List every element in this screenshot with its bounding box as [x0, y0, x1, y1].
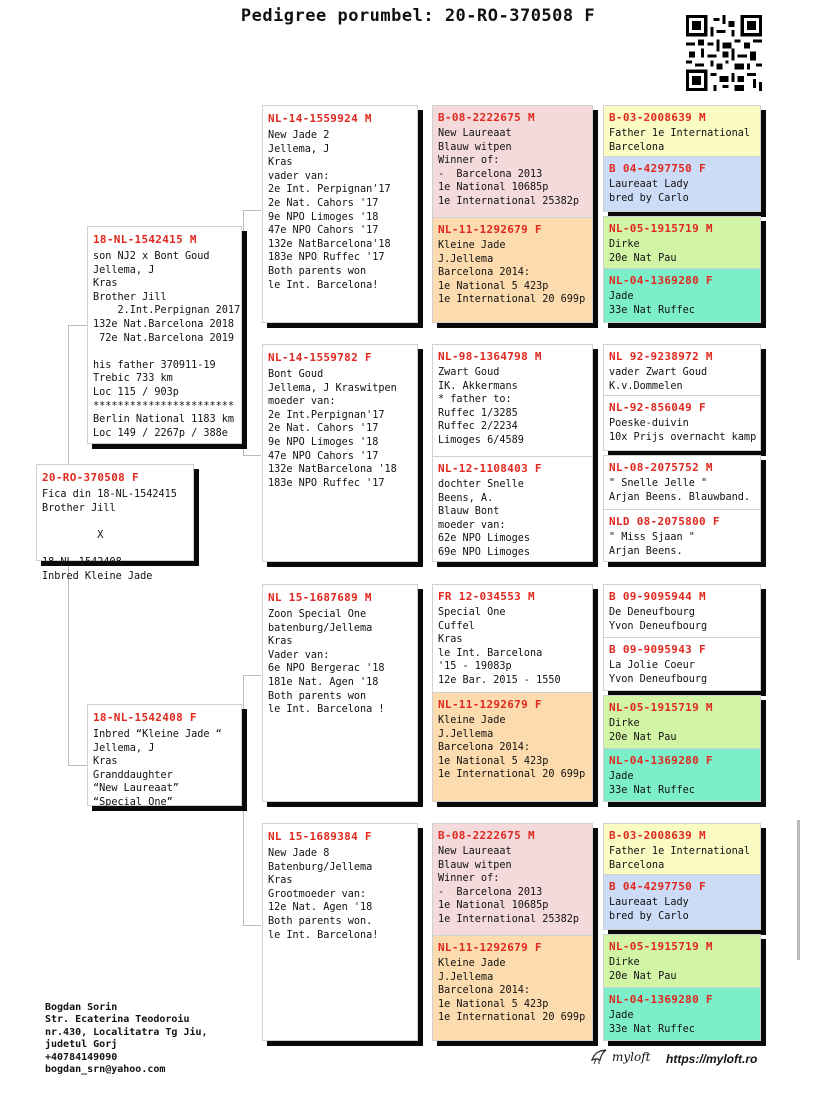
ancestor-sire-section — [604, 696, 760, 748]
ancestor-sire-section — [604, 935, 760, 987]
ring-number: NL-11-1292679 F — [438, 223, 542, 236]
grandsire-card[interactable] — [262, 105, 418, 323]
pigeon-notes: dochter Snelle Beens, A. Blauw Bont moeder van: 62e NPO Limoges 69e NPO Limoges — [438, 479, 531, 558]
myloft-logo — [590, 1048, 650, 1066]
ancestor-dam-section — [604, 637, 760, 690]
ring-number: NL-11-1292679 F — [438, 941, 542, 954]
granddam-card[interactable] — [262, 344, 418, 562]
ring-number: NL-05-1915719 M — [609, 940, 713, 953]
gen4-card[interactable] — [603, 344, 761, 451]
gen4-card[interactable] — [603, 934, 761, 1041]
pigeon-notes: Bont Goud Jellema, J Kraswitpen moeder van: 2e Int.Perpignan'17 2e Nat. Cahors '17 9e NPO Limoges '18 47e NPO Cahors '17 132e NatBarcelona '18 183e NPO Ruffec '17 — [268, 369, 397, 489]
ancestor-sire-section — [604, 217, 760, 268]
ring-number: NL-04-1369280 F — [609, 754, 713, 767]
ring-number: 20-RO-370508 F — [42, 471, 139, 484]
ring-number: NL-05-1915719 M — [609, 222, 713, 235]
ancestor-dam-section — [604, 874, 760, 929]
page-title: Pedigree porumbel: 20-RO-370508 F — [240, 6, 596, 26]
ring-number: B 09-9095943 F — [609, 643, 706, 656]
connector-line — [68, 560, 69, 765]
ring-number: B-03-2008639 M — [609, 829, 706, 842]
pigeon-notes: Jade 33e Nat Ruffec — [609, 291, 695, 316]
dam-card[interactable] — [87, 704, 242, 806]
pigeon-notes: vader Zwart Goud K.v.Dommelen — [609, 367, 708, 392]
granddam-card[interactable] — [262, 823, 418, 1041]
connector-line — [243, 455, 261, 456]
grandsire-card[interactable] — [262, 584, 418, 802]
pigeon-notes: " Miss Sjaan " Arjan Beens. — [609, 532, 695, 557]
ring-number: B 04-4297750 F — [609, 162, 706, 175]
ring-number: NL-04-1369280 F — [609, 274, 713, 287]
ring-number: B-08-2222675 M — [438, 829, 535, 842]
ring-number: NLD 08-2075800 F — [609, 515, 720, 528]
ancestor-dam-section — [604, 509, 760, 561]
ancestor-dam-section — [433, 217, 592, 322]
pigeon-notes: Kleine Jade J.Jellema Barcelona 2014: 1e National 5 423p 1e International 20 699p — [438, 958, 586, 1024]
great-grandparents-card[interactable] — [432, 344, 593, 562]
ring-number: B 09-9095944 M — [609, 590, 706, 603]
logo-text: myloft — [612, 1050, 651, 1064]
gen4-card[interactable] — [603, 584, 761, 691]
gen4-card[interactable] — [603, 823, 761, 930]
ring-number: NL-04-1369280 F — [609, 993, 713, 1006]
connector-line — [243, 675, 244, 925]
pigeon-notes: New Laureaat Blauw witpen Winner of: - Barcelona 2013 1e National 10685p 1e International 25382p — [438, 128, 580, 207]
pigeon-notes: Poeske-duivin 10x Prijs overnacht kamp — [609, 418, 757, 443]
ancestor-sire-section — [604, 345, 760, 395]
scrollbar-edge — [797, 820, 800, 960]
connector-line — [68, 325, 69, 465]
ancestor-sire-section — [433, 585, 592, 692]
ring-number: B-08-2222675 M — [438, 111, 535, 124]
pigeon-notes: La Jolie Coeur Yvon Deneufbourg — [609, 660, 708, 685]
ring-number: NL 15-1689384 F — [268, 830, 372, 843]
ring-number: NL-12-1108403 F — [438, 462, 542, 475]
pigeon-notes: Zwart Goud IK. Akkermans * father to: Ruffec 1/3285 Ruffec 2/2234 Limoges 6/4589 — [438, 367, 524, 446]
ancestor-sire-section — [433, 824, 592, 935]
connector-line — [243, 210, 244, 455]
pigeon-notes: Jade 33e Nat Ruffec — [609, 1010, 695, 1035]
ring-number: NL-14-1559782 F — [268, 351, 372, 364]
pigeon-notes: New Laureaat Blauw witpen Winner of: - Barcelona 2013 1e National 10685p 1e International 25382p — [438, 846, 580, 925]
pigeon-notes: Inbred “Kleine Jade “ Jellema, J Kras Granddaughter “New Laureaat” “Special One” — [93, 729, 222, 808]
ancestor-sire-section — [604, 106, 760, 156]
pigeon-notes: Father 1e International Barcelona — [609, 128, 751, 153]
ancestor-dam-section — [433, 935, 592, 1040]
ancestor-dam-section — [604, 268, 760, 322]
ancestor-sire-section — [604, 456, 760, 509]
pigeon-notes: Father 1e International Barcelona — [609, 846, 751, 871]
gen4-card[interactable] — [603, 105, 761, 212]
ancestor-sire-section — [604, 824, 760, 874]
ring-number: 18-NL-1542408 F — [93, 711, 197, 724]
sire-card[interactable] — [87, 226, 242, 444]
ring-number: 18-NL-1542415 M — [93, 233, 197, 246]
gen4-card[interactable] — [603, 695, 761, 802]
ancestor-sire-section — [433, 106, 592, 217]
ring-number: FR 12-034553 M — [438, 590, 535, 603]
pigeon-notes: Dirke 20e Nat Pau — [609, 957, 677, 982]
qr-code-icon — [686, 15, 762, 91]
owner-contact: Bogdan Sorin Str. Ecaterina Teodoroiu nr.430, Localitatra Tg Jiu, judetul Gorj +40784149090 bogdan_srn@yahoo.com — [45, 1002, 208, 1076]
ring-number: NL-11-1292679 F — [438, 698, 542, 711]
pigeon-notes: son NJ2 x Bont Goud Jellema, J Kras Brother Jill 2.Int.Perpignan 2017 132e Nat.Barcelona 2018 72e Nat.Barcelona 2019 his father 370911-19 Trebic 733 km Loc 115 / 903p *********************** Berlin National 1183 km Loc 149 / 2267p / 388e — [93, 251, 241, 439]
ring-number: NL-98-1364798 M — [438, 350, 542, 363]
pigeon-notes: De Deneufbourg Yvon Deneufbourg — [609, 607, 708, 632]
connector-line — [243, 925, 261, 926]
ancestor-dam-section — [604, 987, 760, 1040]
ring-number: NL 92-9238972 M — [609, 350, 713, 363]
great-grandparents-card[interactable] — [432, 584, 593, 802]
gen4-card[interactable] — [603, 455, 761, 562]
ring-number: NL-14-1559924 M — [268, 112, 372, 125]
ring-number: NL-05-1915719 M — [609, 701, 713, 714]
ring-number: NL-08-2075752 M — [609, 461, 713, 474]
pigeon-notes: Dirke 20e Nat Pau — [609, 239, 677, 264]
great-grandparents-card[interactable] — [432, 823, 593, 1041]
pigeon-notes: " Snelle Jelle " Arjan Beens. Blauwband. — [609, 478, 751, 503]
pigeon-notes: New Jade 2 Jellema, J Kras vader van: 2e Int. Perpignan'17 2e Nat. Cahors '17 9e NPO Limoges '18 47e NPO Cahors '17 132e NatBarcelona'18 183e NPO Ruffec '17 Both parents won le Int. Barcelona! — [268, 130, 391, 291]
pigeon-notes: Laureaat Lady bred by Carlo — [609, 179, 689, 204]
myloft-bird-icon — [590, 1048, 608, 1066]
website-link[interactable]: https://myloft.ro — [666, 1052, 758, 1066]
ring-number: NL 15-1687689 M — [268, 591, 372, 604]
connector-line — [243, 210, 261, 211]
gen4-card[interactable] — [603, 216, 761, 323]
pigeon-notes: Fica din 18-NL-1542415 Brother Jill X 18-NL-1542408 Inbred Kleine Jade — [42, 489, 177, 582]
pigeon-notes: Dirke 20e Nat Pau — [609, 718, 677, 743]
ancestor-sire-section — [604, 585, 760, 637]
ring-number: NL-92-856049 F — [609, 401, 706, 414]
pigeon-notes: Jade 33e Nat Ruffec — [609, 771, 695, 796]
ancestor-sire-section — [433, 345, 592, 456]
pigeon-notes: Kleine Jade J.Jellema Barcelona 2014: 1e National 5 423p 1e International 20 699p — [438, 715, 586, 781]
connector-line — [243, 675, 261, 676]
great-grandparents-card[interactable] — [432, 105, 593, 323]
ring-number: B-03-2008639 M — [609, 111, 706, 124]
pigeon-notes: New Jade 8 Batenburg/Jellema Kras Grootmoeder van: 12e Nat. Agen '18 Both parents won. le Int. Barcelona! — [268, 848, 379, 941]
subject-card[interactable] — [36, 464, 194, 582]
ancestor-dam-section — [433, 692, 592, 801]
ancestor-dam-section — [604, 395, 760, 450]
pigeon-notes: Laureaat Lady bred by Carlo — [609, 897, 689, 922]
ancestor-dam-section — [604, 748, 760, 801]
pigeon-notes: Zoon Special One batenburg/Jellema Kras Vader van: 6e NPO Bergerac '18 181e Nat. Agen '18 Both parents won le Int. Barcelona ! — [268, 609, 385, 716]
ring-number: B 04-4297750 F — [609, 880, 706, 893]
pigeon-notes: Special One Cuffel Kras le Int. Barcelona '15 - 19083p 12e Bar. 2015 - 1550 — [438, 607, 561, 686]
ancestor-dam-section — [604, 156, 760, 211]
ancestor-dam-section — [433, 456, 592, 561]
pigeon-notes: Kleine Jade J.Jellema Barcelona 2014: 1e National 5 423p 1e International 20 699p — [438, 240, 586, 306]
